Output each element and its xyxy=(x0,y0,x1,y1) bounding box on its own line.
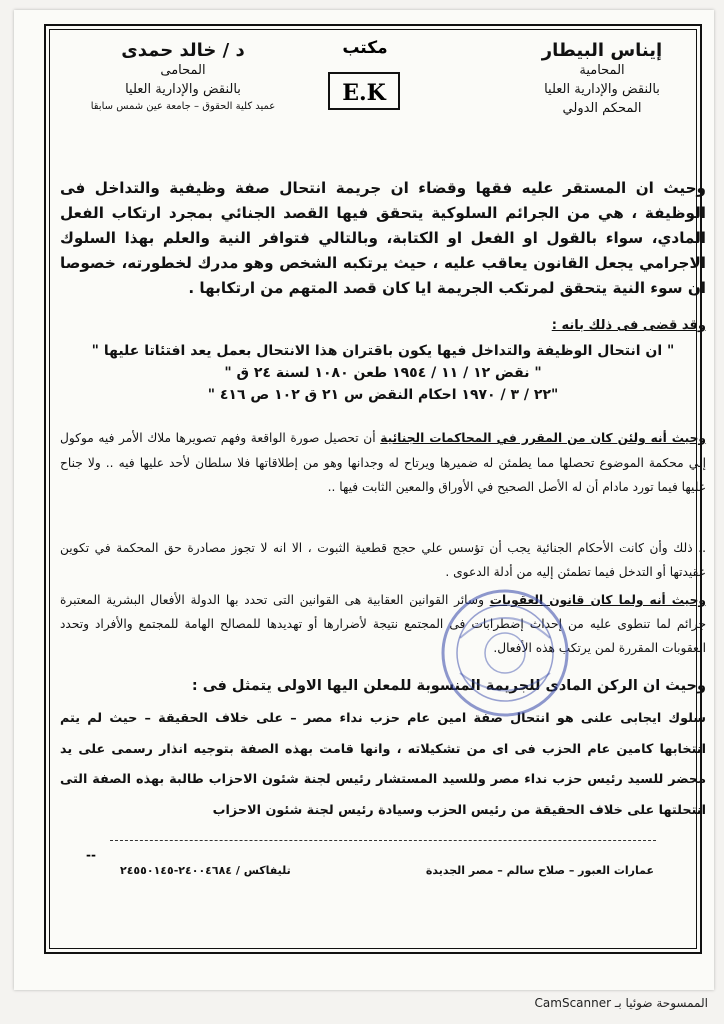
footer-phone: تليفاكس / ٢٤٠٠٤٦٨٤-٢٤٥٥٠١٤٥ xyxy=(120,864,291,877)
lawyer-dean-left: عميد كلية الحقوق – جامعة عين شمس سابقا xyxy=(90,101,276,112)
ruling-citation-1: " نقض ١٢ / ١١ / ١٩٥٤ طعن ١٠٨٠ لسنة ٢٤ ق " xyxy=(224,365,542,381)
paragraph-court-discretion xyxy=(60,426,706,500)
paragraph-body: وسائر القوانين العقابية هى القوانين التى تحدد بها الدولة الأفعال البشرية المعتبرة جرائم لما تنطوى عليه من إحداث إضطرابات فى المجتمع نتيجة لأضرارها أو تهديدها للمصالح الهامة للمجتمع والأفراد وتحدد العقوبات المقررة لمن يرتكب هذه الأفعال. xyxy=(60,593,706,655)
ruling-quote-text: " ان انتحال الوظيفة والتداخل فيها يكون باقتران هذا الانتحال بعمل يعد افتئاتا عليها " xyxy=(91,343,675,359)
ruling-quote xyxy=(60,340,706,406)
paragraph-material-element: وحيث ان الركن المادى للجريمة المنسوبة للمعلن اليها الاولى يتمثل فى : xyxy=(191,678,706,694)
paragraph-legal-principle: وحيث ان المستقر عليه فقها وقضاء ان جريمة انتحال صفة وظيفية والتداخل فى الوظيفة ، هي من الجرائم السلوكية يتحقق فيها القصد الجنائي بمجرد ارتكاب الفعل المادي، سواء بالقول او الفعل او الكتابة، وبالتالي فتوافر النية والعلم بهذا السلوك الاجرامي يجعل القانون يعاقب عليه ، حيث يرتكبه الشخص وهو مدرك لخطورته، خصوصا ان سوء النية يتحقق لمرتكب الجريمة ايا كان قصد المتهم من ارتكابها . xyxy=(60,179,706,297)
footer-address: عمارات العبور – صلاح سالم – مصر الجديدة xyxy=(425,864,654,877)
paragraph-body: أن تحصيل صورة الواقعة وفهم تصويرها ملاك الأمر فيه موكول إلي محكمة الموضوع تحصلها مما يطمئن له ضميرها ويرتاح له وجدانها وهو من إطلاقاتها فلا سلطان لأحد عليها فيه .. ولا جناح عليها فيما تورد مادام أن له الأصل الصحيح في الأوراق والمعين الثابت فيها .. xyxy=(60,431,706,494)
lawyer-court-left: بالنقض والإدارية العليا xyxy=(125,82,241,97)
camscanner-watermark: الممسوحة ضوئيا بـ CamScanner xyxy=(534,996,708,1010)
office-logo: E.K xyxy=(328,72,400,110)
footer-dash: -- xyxy=(86,848,96,862)
lawyer-name-right: إيناس البيطار xyxy=(541,40,663,61)
paragraph-conduct: سلوك ايجابى علنى هو انتحال صفة امين عام حزب نداء مصر – على خلاف الحقيقة – حيث لم يتم انتخابها كامين عام الحزب فى اى من تشكيلاته ، وانها قامت بهذه الصفة بتوجيه انذار رسمى على يد محضر للسيد رئيس حزب نداء مصر وللسيد المستشار رئيس لجنة شئون الاحزاب طالبة بهذه الصفة التى انتحلتها على خلاف الحقيقة من رئيس الحزب وسيادة رئيس لجنة شئون الاحزاب xyxy=(60,711,706,818)
paragraph-lead: وحيث أنه ولما كان قانون العقوبات xyxy=(489,593,706,607)
header-left-block xyxy=(58,40,308,115)
footer-divider xyxy=(110,840,656,841)
paragraph-penal-code xyxy=(60,588,706,660)
office-title: مكتب xyxy=(342,38,388,58)
lawyer-name-left: د / خالد حمدى xyxy=(121,40,245,61)
lawyer-title-right: المحامية xyxy=(579,63,625,78)
office-stamp xyxy=(430,578,580,728)
paragraph-lead: وحيث أنه ولئن كان من المقرر في المحاكمات الجنائية xyxy=(380,431,707,445)
ruling-citation-2: "٢٢ / ٣ / ١٩٧٠ احكام النقض س ٢١ ق ١٠٢ ص ٤١٦ " xyxy=(207,387,559,403)
header-right-block xyxy=(502,40,702,118)
paragraph-evidence: .. ذلك وأن كانت الأحكام الجنائية يجب أن تؤسس علي حجج قطعية الثبوت ، الا انه لا تجوز مصادرة حق المحكمة في تكوين عقيدتها أو التدخل فيما تطمئن إليه من أدلة الدعوى . xyxy=(60,541,706,579)
lawyer-arbitrator-right: المحكم الدولي xyxy=(562,101,642,116)
lawyer-court-right: بالنقض والإدارية العليا xyxy=(544,82,660,97)
ruling-intro: وقد قضى فى ذلك بانه : xyxy=(551,318,706,333)
lawyer-title-left: المحامى xyxy=(160,63,206,78)
